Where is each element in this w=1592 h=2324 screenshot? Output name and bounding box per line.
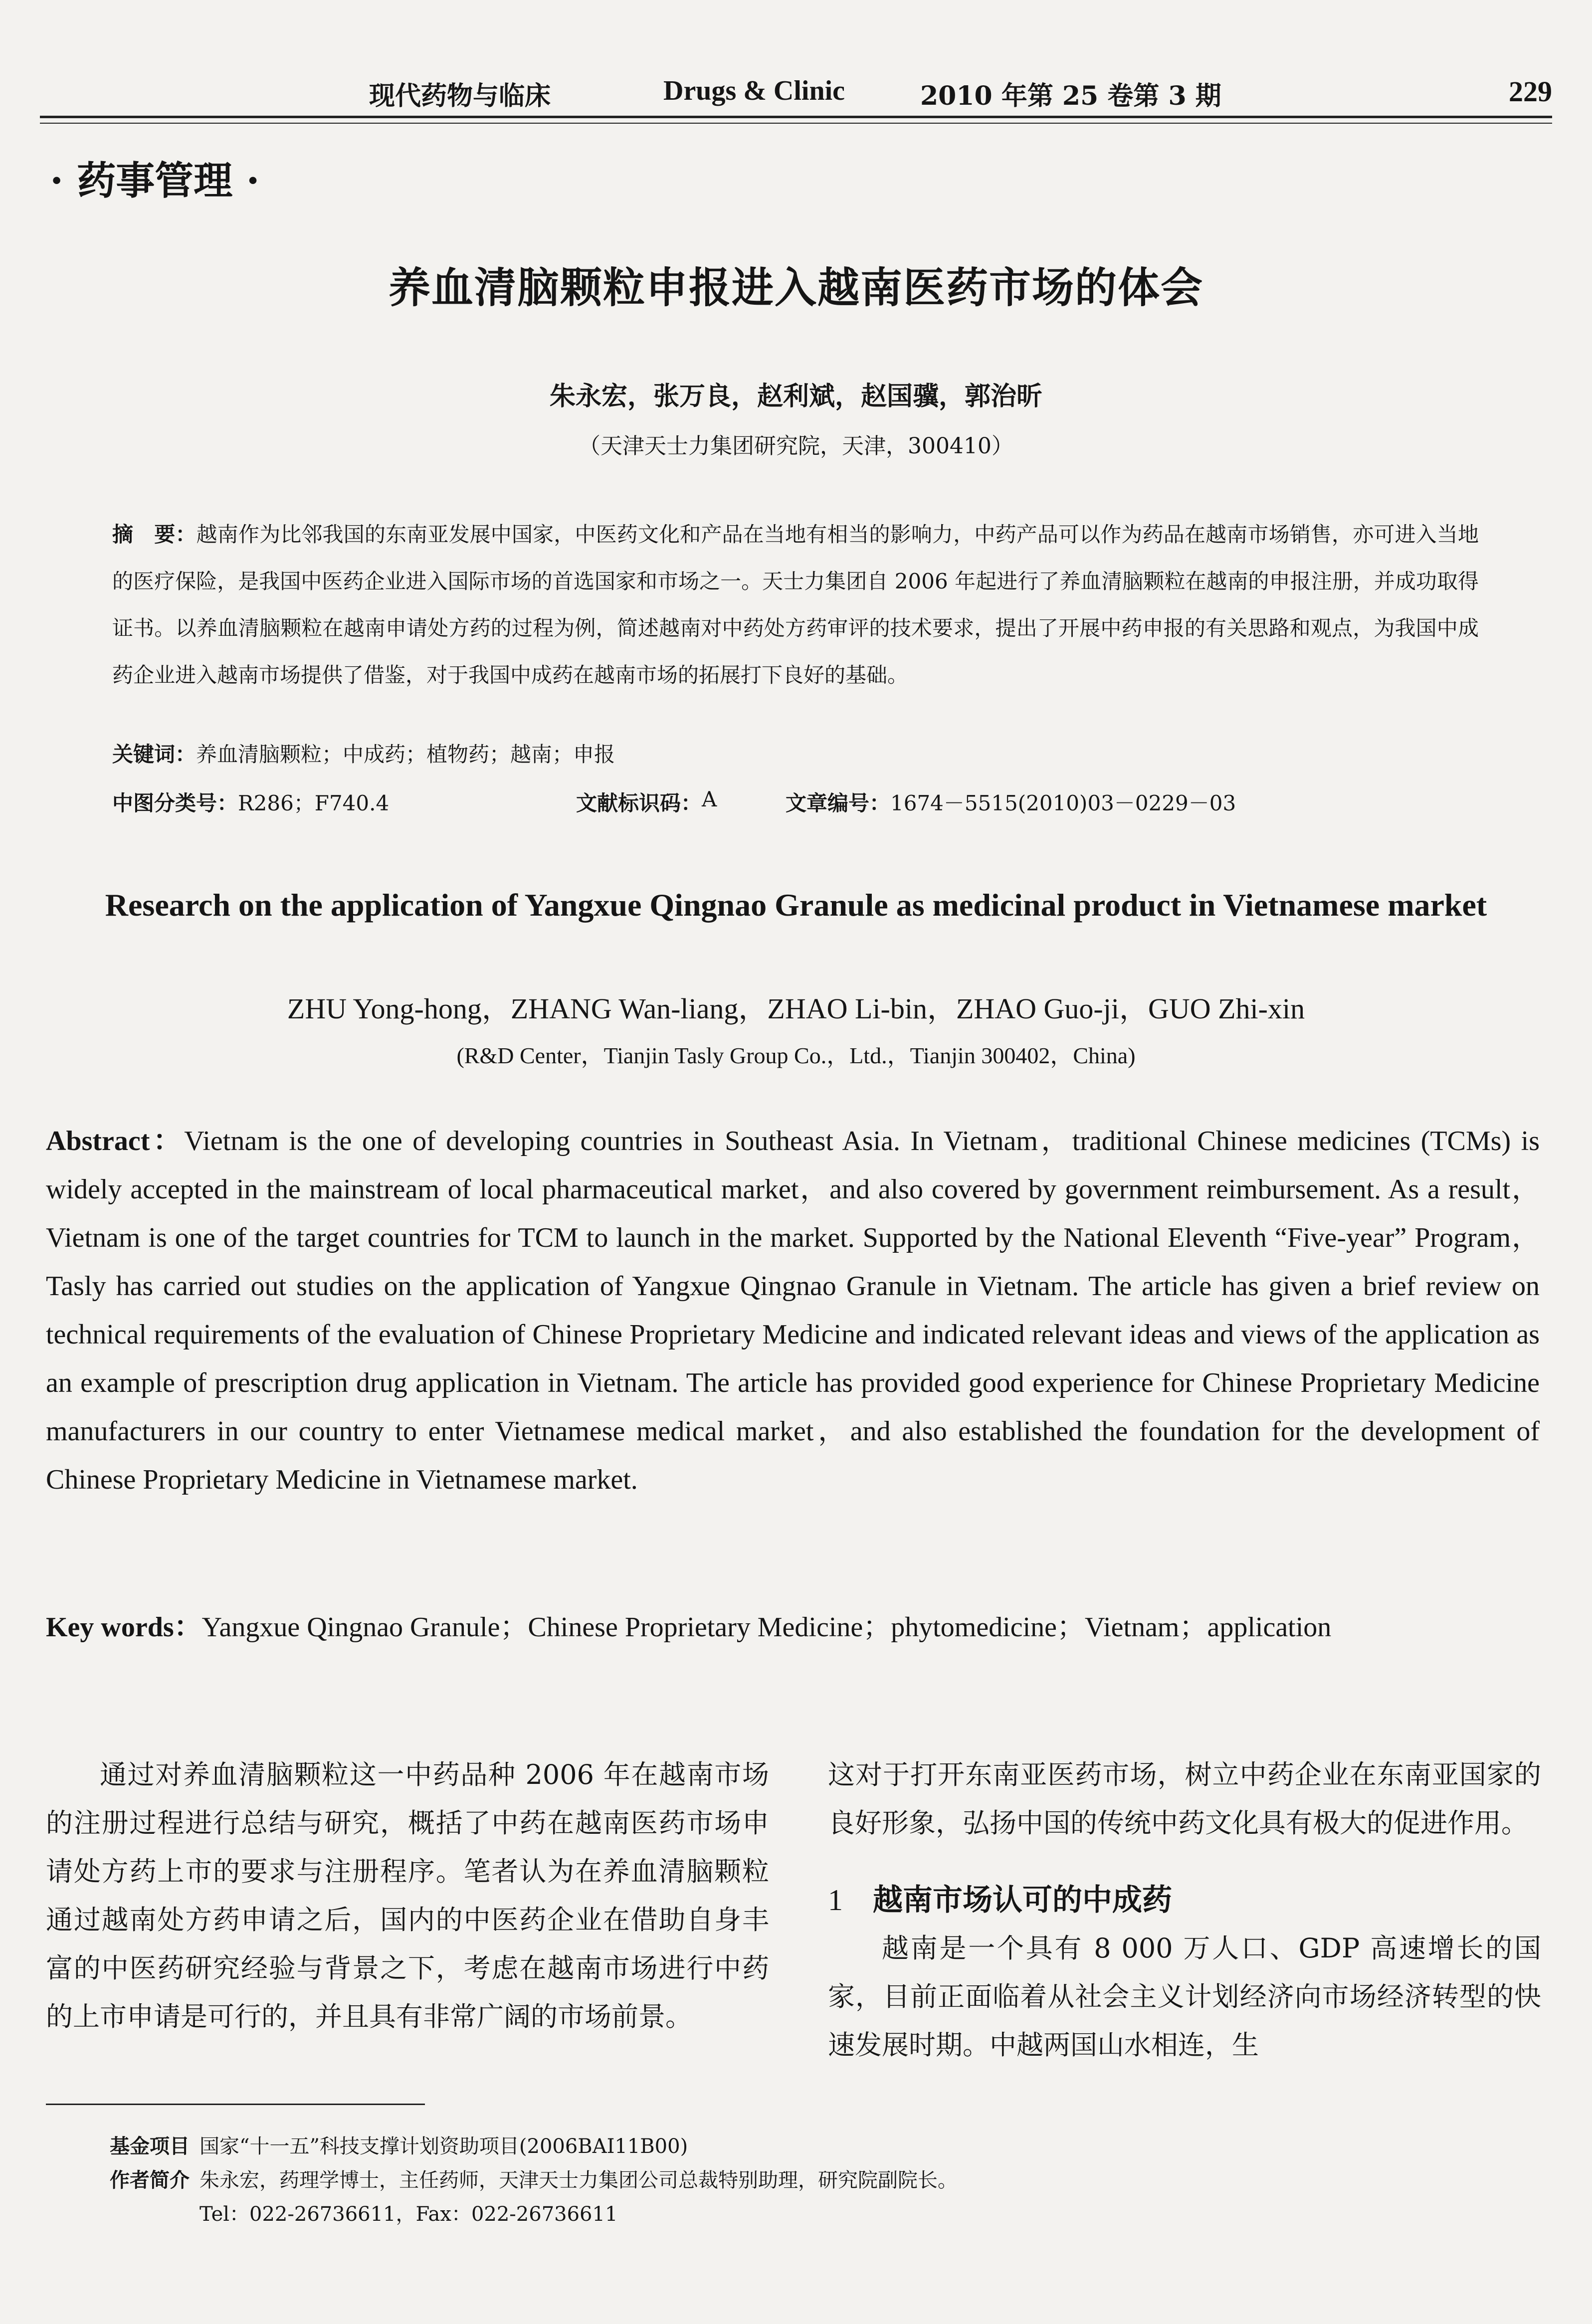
issue-info: 2010 年第 25 卷第 3 期 bbox=[920, 81, 1221, 111]
abstract-en-text: Vietnam is the one of developing countries in Southeast Asia. In Vietnam，traditional Chinese medicines (TCMs) is widely accepted in the mainstream of local pharmaceutical market，and also covered by government reimbursement. As a result，Vietnam is one of the target countries for TCM to launch in the market. Supported by the National Eleventh “Five-year” Program，Tasly has carried out studies on the application of Yangxue Qingnao Granule in Vietnam. The article has given a brief review on technical requirements of the evaluation of Chinese Proprietary Medicine and indicated relevant ideas and views of the application as an example of prescription drug application in Vietnam. The article has provided good experience for Chinese Proprietary Medicine manufacturers in our country to enter Vietnamese medical market，and also established the foundation for the development of Chinese Proprietary Medicine in Vietnamese market. bbox=[46, 1126, 1540, 1495]
abstract-cn bbox=[112, 511, 1479, 699]
clc-number: 中图分类号： R286；F740.4 bbox=[112, 791, 390, 815]
authors-cn: 朱永宏，张万良，赵利斌，赵国骥，郭治昕 bbox=[549, 381, 1042, 411]
fund-text: 国家“十一五”科技支撑计划资助项目(2006BAI11B00) bbox=[199, 2135, 688, 2158]
author-note bbox=[110, 2163, 958, 2197]
running-header bbox=[40, 64, 1552, 114]
abstract-en bbox=[46, 1117, 1540, 1504]
abstract-cn-text: 越南作为比邻我国的东南亚发展中国家，中医药文化和产品在当地有相当的影响力，中药产品可以作为药品在越南市场销售，亦可进入当地的医疗保险，是我国中医药企业进入国际市场的首选国家和市场之一。天士力集团自 2006 年起进行了养血清脑颗粒在越南的申报注册，并成功取得证书。以养血清脑颗粒在越南申请处方药的过程为例，简述越南对中药处方药审评的技术要求，提出了开展中药申报的有关思路和观点，为我国中成药企业进入越南市场提供了借鉴，对于我国中成药在越南市场的拓展打下良好的基础。 bbox=[112, 522, 1479, 687]
article-title-cn: 养血清脑颗粒申报进入越南医药市场的体会 bbox=[388, 263, 1203, 312]
fund-label: 基金项目 bbox=[110, 2135, 190, 2158]
header-rule-thin bbox=[40, 123, 1552, 124]
classification-row bbox=[112, 787, 1479, 817]
author-label: 作者简介 bbox=[110, 2169, 190, 2192]
journal-name-en: Drugs & Clinic bbox=[663, 75, 845, 106]
keywords-en-text: Yangxue Qingnao Granule；Chinese Proprietary Medicine；phytomedicine；Vietnam；application bbox=[201, 1612, 1332, 1643]
keywords-en bbox=[46, 1603, 1540, 1652]
affiliation-cn: （天津天士力集团研究院，天津，300410） bbox=[579, 433, 1013, 459]
page-number: 229 bbox=[1509, 75, 1552, 108]
keywords-cn-label: 关键词： bbox=[112, 742, 197, 767]
author-text: 朱永宏，药理学博士，主任药师，天津天士力集团公司总裁特别助理，研究院副院长。 bbox=[199, 2169, 958, 2192]
keywords-cn bbox=[112, 738, 1479, 768]
section-label: · 药事管理 · bbox=[50, 158, 260, 203]
header-rule-thick bbox=[40, 116, 1552, 118]
authors-en: ZHU Yong-hong，ZHANG Wan-liang，ZHAO Li-bin，ZHAO Guo-ji，GUO Zhi-xin bbox=[287, 992, 1305, 1025]
contact-info: Tel：022-26736611，Fax：022-26736611 bbox=[199, 2203, 618, 2226]
article-title-en: Research on the application of Yangxue Qingnao Granule as medicinal product in Vietnamese market bbox=[105, 887, 1487, 923]
section-1-heading bbox=[828, 1876, 1172, 1919]
affiliation-en: (R&D Center，Tianjin Tasly Group Co.，Ltd.，Tianjin 300402，China) bbox=[456, 1043, 1136, 1068]
body-left-paragraph: 通过对养血清脑颗粒这一中药品种 2006 年在越南市场的注册过程进行总结与研究，概括了中药在越南医药市场申请处方药上市的要求与注册程序。笔者认为在养血清脑颗粒通过越南处方药申请之后，国内的中医药企业在借助自身丰富的中医药研究经验与背景之下，考虑在越南市场进行中药的上市申请是可行的，并且具有非常广阔的市场前景。 bbox=[46, 1759, 769, 2032]
keywords-cn-text: 养血清脑颗粒；中成药；植物药；越南；申报 bbox=[196, 742, 615, 767]
footnote-divider bbox=[46, 2104, 425, 2105]
body-right-paragraph-1: 这对于打开东南亚医药市场，树立中药企业在东南亚国家的良好形象，弘扬中国的传统中药文化具有极大的促进作用。 bbox=[828, 1759, 1541, 1839]
body-right-paragraph-2: 越南是一个具有 8 000 万人口、GDP 高速增长的国家，目前正面临着从社会主义计划经济向市场经济转型的快速发展时期。中越两国山水相连，生 bbox=[828, 1933, 1541, 2061]
abstract-en-label: Abstract： bbox=[46, 1126, 185, 1157]
article-number: 文章编号： 1674－5515(2010)03－0229－03 bbox=[786, 791, 1236, 815]
abstract-cn-label: 摘 要： bbox=[112, 522, 197, 547]
footnotes bbox=[110, 2130, 958, 2231]
journal-name-cn: 现代药物与临床 bbox=[369, 81, 551, 111]
section-1-title: 越南市场认可的中成药 bbox=[873, 1883, 1172, 1918]
section-1-number: 1 bbox=[828, 1884, 843, 1917]
keywords-en-label: Key words： bbox=[46, 1612, 202, 1643]
fund-note bbox=[110, 2130, 958, 2163]
document-code: 文献标识码： A bbox=[576, 787, 717, 815]
